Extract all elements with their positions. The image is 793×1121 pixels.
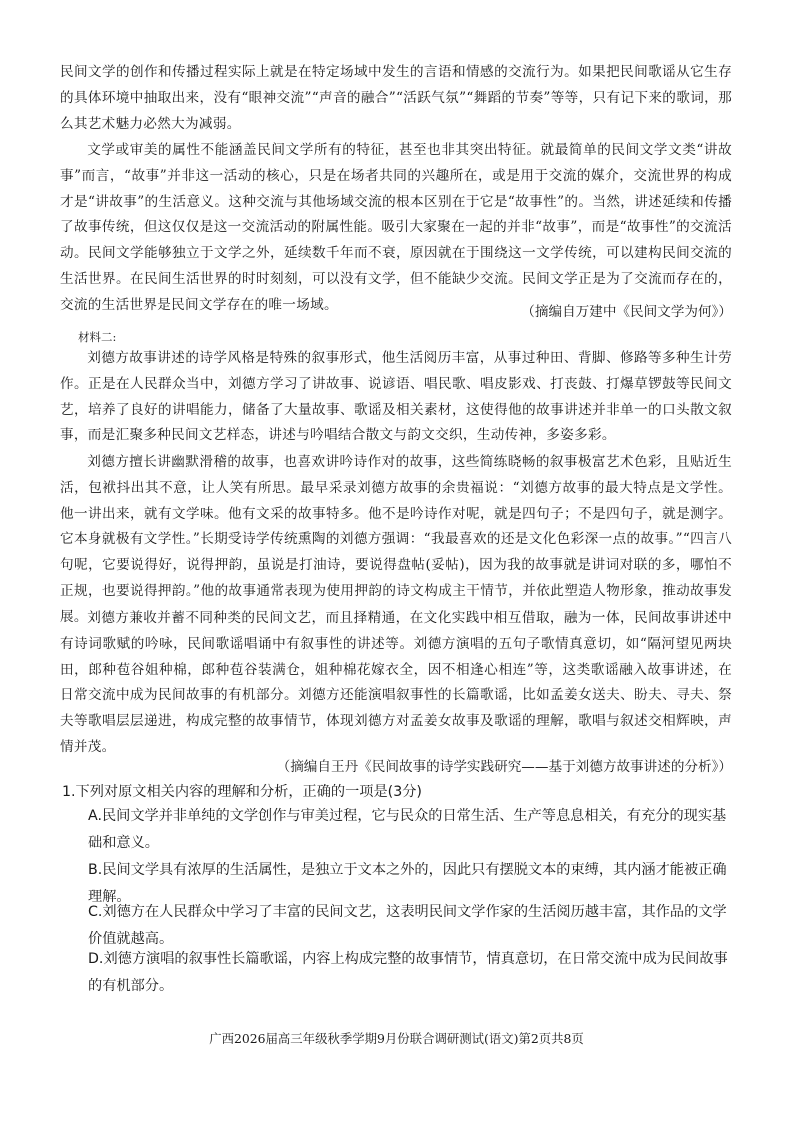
material2-label: 材料二: — [78, 330, 117, 344]
option-text: 刘德方在人民群众中学习了丰富的民间文艺，这表明民间文学作家的生活阅历越丰富，其作品的文学价值就越高。 — [88, 904, 727, 947]
question-option-c — [88, 899, 733, 953]
option-key: B. — [88, 862, 103, 878]
material2-paragraph-1: 刘德方故事讲述的诗学风格是特殊的叙事形式，他生活阅历丰富，从事过种田、背脚、修路等多种生计劳作。正是在人民群众当中，刘德方学习了讲故事、说谚语、唱民歌、唱皮影戏、打丧鼓、打爆草锣鼓等民间文艺，培养了良好的讲唱能力，储备了大量故事、歌谣及相关素材，这使得他的故事讲述并非单一的口头散文叙事，而是汇聚多种民间文艺样态，讲述与吟唱结合散文与韵文交织，生动传神，多姿多彩。 — [60, 350, 732, 444]
option-text: 民间文学具有浓厚的生活属性，是独立于文本之外的，因此只有摆脱文本的束缚，其内涵才能被正确理解。 — [88, 862, 727, 905]
material2-paragraph-2: 刘德方擅长讲幽默滑稽的故事，也喜欢讲吟诗作对的故事，这些简练晓畅的叙事极富艺术色彩，且贴近生活，包袱抖出其不意，让人笑有所思。最早采录刘德方故事的余贵福说：“刘德方故事的最大特点是文学性。他一讲出来，就有文学味。他有文采的故事特多。他不是吟诗作对呢，就是四句子；不是四句子，就是测字。它本身就极有文学性。”长期受诗学传统熏陶的刘德方强调：“我最喜欢的还是文化色彩深一点的故事。”“四言八句呢，它要说得好，说得押韵，虽说是打油诗，要说得盘帖(妥帖)，因为我的故事就是讲词对联的多，哪怕不正规，也要说得押韵。”他的故事通常表现为使用押韵的诗文构成主干情节，并依此塑造人物形象，推动故事发展。 — [60, 454, 732, 625]
material1-paragraph-2: 文学或审美的属性不能涵盖民间文学所有的特征，甚至也非其突出特征。就最简单的民间文学文类“讲故事”而言，“故事”并非这一活动的核心，只是在场者共同的兴趣所在，或是用于交流的媒介，交流世界的构成才是“讲故事”的生活意义。这种交流与其他场域交流的根本区别在于它是“故事性”的。当然，讲述延续和传播了故事传统，但这仅仅是这一交流活动的附属性能。吸引大家聚在一起的并非“故事”，而是“故事性”的交流活动。民间文学能够独立于文学之外，延续数千年而不衰，原因就在于围绕这一文学传统，可以建构民间交流的生活世界。在民间生活世界的时时刻刻，可以没有文学，但不能缺少交流。民间文学正是为了交流而存在的，交流的生活世界是民间文学存在的唯一场域。 — [60, 142, 732, 313]
page-footer: 广西2026届高三年级秋季学期9月份联合调研测试(语文)第2页共8页 — [209, 1031, 584, 1046]
option-key: A. — [88, 808, 102, 824]
question-option-d — [88, 946, 733, 1000]
option-key: D. — [88, 951, 104, 967]
material1-source: （摘编自万建中《民间文学为何》） — [521, 304, 732, 320]
option-text: 刘德方演唱的叙事性长篇歌谣，内容上构成完整的故事情节，情真意切，在日常交流中成为民间故事的有机部分。 — [88, 951, 728, 994]
material2-paragraph-3: 刘德方兼收并蓄不同种类的民间文艺，而且择精通，在文化实践中相互借取，融为一体，民间故事讲述中有诗词歌赋的吟咏，民间歌谣唱诵中有叙事性的讲述等。刘德方演唱的五句子歌情真意切，如“隔河望见两块田，郎种苞谷姐种棉，郎种苞谷装满仓，姐种棉花嫁衣全，因不相逢心相连”等，这类歌谣融入故事讲述，在日常交流中成为民间故事的有机部分。刘德方还能演唱叙事性的长篇歌谣，比如孟姜女送夫、盼夫、寻夫、祭夫等歌唱层层递进，构成完整的故事情节，体现刘德方对孟姜女故事及歌谣的理解，歌唱与叙述交相辉映，声情并茂。 — [60, 610, 732, 755]
question-option-a — [88, 803, 733, 857]
option-key: C. — [88, 904, 103, 920]
material1-paragraph-1: 民间文学的创作和传播过程实际上就是在特定场域中发生的言语和情感的交流行为。如果把民间歌谣从它生存的具体环境中抽取出来，没有“眼神交流”“声音的融合”“活跃气氛”“舞蹈的节奏”等等，只有记下来的歌词，那么其艺术魅力必然大为减弱。 — [60, 64, 732, 132]
question-stem: 1.下列对原文相关内容的理解和分析，正确的一项是(3分) — [62, 784, 422, 800]
option-text: 民间文学并非单纯的文学创作与审美过程，它与民众的日常生活、生产等息息相关，有充分的现实基础和意义。 — [88, 808, 727, 851]
material2-source: （摘编自王丹《民间故事的诗学实践研究——基于刘德方故事讲述的分析》） — [276, 759, 732, 775]
